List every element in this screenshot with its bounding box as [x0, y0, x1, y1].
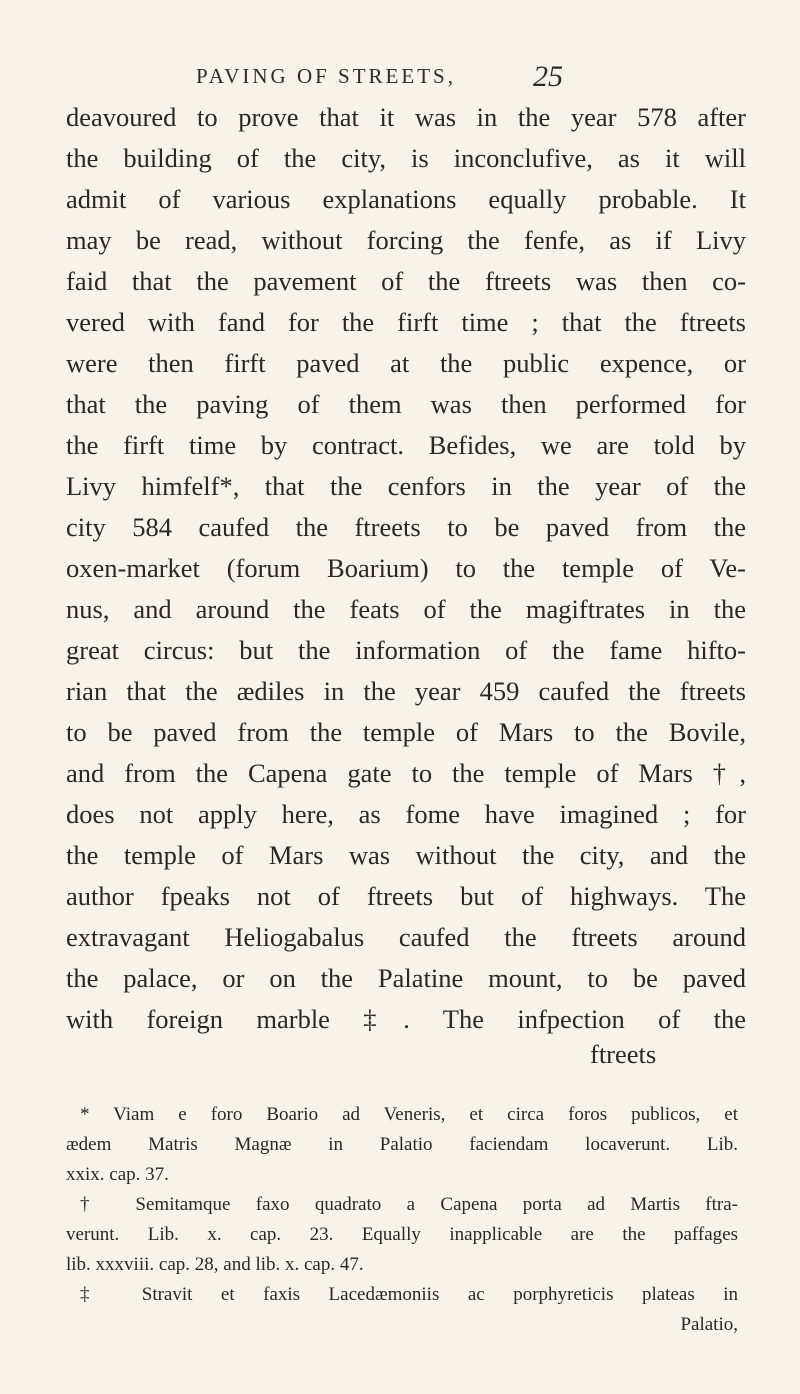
body-line: admit of various explanations equally probable. It: [66, 184, 746, 214]
body-line: nus, and around the feats of the magiftrates in the: [66, 594, 746, 624]
catchword: ftreets: [590, 1039, 657, 1069]
body-line: the building of the city, is inconclufive, as it will: [66, 143, 746, 173]
page-header: [0, 50, 800, 93]
page-number: 25: [533, 60, 563, 93]
body-line: that the paving of them was then performed for: [66, 389, 746, 419]
footnote-catchword: Palatio,: [680, 1314, 738, 1335]
body-line: to be paved from the temple of Mars to the Bovile,: [66, 717, 746, 747]
footnotes: [66, 1100, 738, 1340]
body-line: the temple of Mars was without the city, and the: [66, 840, 746, 870]
running-head: PAVING OF STREETS,: [196, 64, 456, 88]
body-line: does not apply here, as fome have imagined ; for: [66, 799, 746, 829]
footnote-line: ædem Matris Magnæ in Palatio faciendam locaverunt. Lib.: [66, 1134, 738, 1155]
footnote-line: ‡ Stravit et faxis Lacedæmoniis ac porphyreticis plateas in: [80, 1284, 738, 1305]
body-line: vered with fand for the firft time ; that the ftreets: [66, 307, 746, 337]
body-line: deavoured to prove that it was in the year 578 after: [66, 102, 746, 132]
footnote-line: * Viam e foro Boario ad Veneris, et circa foros publicos, et: [80, 1104, 738, 1125]
footnote-line: verunt. Lib. x. cap. 23. Equally inapplicable are the paffages: [66, 1224, 738, 1245]
body-line: oxen-market (forum Boarium) to the temple of Ve-: [66, 553, 746, 583]
body-line: the firft time by contract. Befides, we are told by: [66, 430, 746, 460]
footnote-line: † Semitamque faxo quadrato a Capena porta ad Martis ftra-: [80, 1194, 738, 1215]
body-line: the palace, or on the Palatine mount, to be paved: [66, 963, 746, 993]
body-text: [66, 97, 746, 1040]
body-line: extravagant Heliogabalus caufed the ftreets around: [66, 922, 746, 952]
body-line: city 584 caufed the ftreets to be paved from the: [66, 512, 746, 542]
body-line: author fpeaks not of ftreets but of highways. The: [66, 881, 746, 911]
body-line: Livy himfelf*, that the cenfors in the year of the: [66, 471, 746, 501]
body-line: and from the Capena gate to the temple of Mars †,: [66, 758, 746, 788]
footnote-line: lib. xxxviii. cap. 28, and lib. x. cap. 47.: [66, 1254, 364, 1275]
body-line: with foreign marble ‡. The infpection of the: [66, 1004, 746, 1034]
body-line: may be read, without forcing the fenfe, as if Livy: [66, 225, 746, 255]
body-line: faid that the pavement of the ftreets was then co-: [66, 266, 746, 296]
body-line: great circus: but the information of the fame hifto-: [66, 635, 746, 665]
body-line: were then firft paved at the public expence, or: [66, 348, 746, 378]
footnote-line: xxix. cap. 37.: [66, 1164, 169, 1185]
body-line: rian that the ædiles in the year 459 caufed the ftreets: [66, 676, 746, 706]
